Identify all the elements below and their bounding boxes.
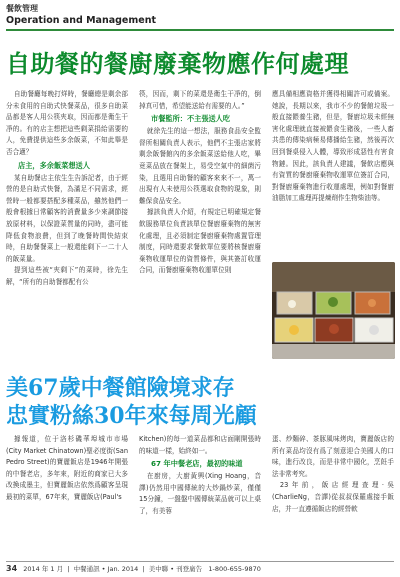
buffet-trays-illustration <box>272 262 395 359</box>
article2-column-2 <box>139 434 261 518</box>
article1-paragraph: 提到這些被“夾剩下”的菜時，徐先生解，“所有的自助餐都配有公 <box>6 266 128 286</box>
article1-paragraph: 就徐先生的這一想法，服務食品安全監督所相關負責人表示，他們不主張店家將剩余飯餐館內的多余飯菜送給他人吃，畢竟菜品放在餐架上，易受空氣中的細菌污染，且選用自助餐的顧客來來不一，萬一出現有人未使用公筷選取食物的現象，則難保食品安全。 <box>139 127 261 205</box>
article1-paragraph: 應具備相應資格并獲得相關許可或備案。她說，長期以來，我市不少的餐館垃圾一般直接餵養生豬，但是，餐廚垃圾未經無害化處理就直接被餵食生豬後，一些人畜共患的傳染病極易傳播給生豬，然後再次回到餐桌侵入人體，導致形成惡性有害食物鏈。因此，該負責人建議，餐飲店應與有資質的餐廚廢棄物收運單位簽訂合同，對餐廚廢棄物進行收運處理，例如對餐廚油脂加工處理再提煉劑作生物柴油等。 <box>272 90 394 203</box>
header-divider <box>6 29 394 31</box>
article1-subheading: 市餐監所：不主張送人吃 <box>151 114 231 124</box>
article2-paragraph: 蛋、炒麵碎、茶豚風味烤肉，寶麗飯店的所有菜品均沒有爲了刻意迎合美國人的口味，進行改良，而是非常中國化，烹飪手法非常考究。 <box>272 435 394 478</box>
article1-paragraph: 筷，因而，剩下的菜還是衛生干凈的，倒掉真可惜，希望能送給有需要的人。” <box>139 90 261 110</box>
article1-column-2 <box>139 89 261 277</box>
footer-issue-date: 2014 年 1 月 <box>23 565 64 573</box>
article1-title: 自助餐的餐廚廢棄物應作何處理 <box>6 49 349 78</box>
section-title-cn: 餐飲管理 <box>6 4 38 13</box>
section-header <box>6 3 156 26</box>
article2-title <box>6 374 396 430</box>
article2-column-1 <box>6 434 128 504</box>
article2-title-line1: 美67歲中餐館險境求存 <box>6 375 235 401</box>
page-footer: 34 2014 年 1 月 | 中餐通訊 • Jan. 2014 | 美中聯 • 刊登廣告 1-800-655-9870 <box>6 564 261 573</box>
article2-paragraph: 在廚房，大廚黃興(Xing Hoang，音譯)仍然用中國傳統的大炒鍋炒菜，僅僅15分鐘，一盤盤中國傳統菜品就可以上桌了，有美蓉 <box>139 472 261 515</box>
article1-subheading: 店主，多余飯菜想送人 <box>18 160 90 170</box>
section-title-en: Operation and Management <box>6 15 157 26</box>
article2-paragraph: 據報道，位于洛杉磯華埠城市市場(City Market Chinatown)聖必度街(San Pedro Street)的寶麗飯店是1946年開張的中餐老店，多年來，附近的商家已大多改換成墨主，但寶麗飯店依然爲顧客呈現最初的菜單，67年來，寶麗飯店(Paul's <box>6 435 128 501</box>
article1-column-1 <box>6 89 128 289</box>
footer-advertising: 美中聯 • 刊登廣告 <box>148 565 203 573</box>
article1-column-3 <box>272 89 394 205</box>
article2-title-line2: 忠實粉絲30年來每周光顧 <box>6 403 257 429</box>
footer-phone: 1-800-655-9870 <box>208 565 261 573</box>
article1-paragraph: 某自助餐店主依生生告訴記者，由于經營的是自助式快餐，為滿足不同需求，經營時一般都要搭配多種菜品，雖然他們一般會根據日常顧客的消費量多少來調節接放原材料，以保證菜質量的同時，盡可能降低食物浪費，但到了晚餐時間快結束時，自助餐餐菜上一般還能剩下一二十人的飯菜量。 <box>6 173 128 263</box>
article2-column-3 <box>272 434 394 515</box>
footer-divider <box>6 561 394 562</box>
article2-subheading: 67 年中餐老店，最初的味道 <box>151 459 243 469</box>
page-number: 34 <box>6 564 18 573</box>
footer-publication: 中餐通訊 • Jan. 2014 <box>73 565 139 573</box>
article1-paragraph: 據該負責人介紹，有規定已明確規定餐飲服務單位負責該單位餐廚廢棄物的無害化處理，且必須制定餐廚廢棄物處置管理制度，同時還要求餐飲單位要將核餐廚廢棄物收運單位的資質條件，與其簽訂收運合同，而餐廚廢棄物收運單位則 <box>139 208 261 275</box>
article2-paragraph: Kitchen)的每一道菜品都和店面剛開張時的味道一樣，始終如一。 <box>139 435 261 455</box>
buffet-food-photo <box>272 262 395 359</box>
article1-paragraph: 自助餐廳每晚打烊時，餐廳總是剩余部分未食用的自助式快餐菜品，很多自助菜品都是客人用公筷夾取，因而都是衛生干凈的。有的店主想把這些剩菜捐給需要的人，免費提供這些多余飯菜，不知此舉是否合適？ <box>6 90 128 156</box>
article2-paragraph: 23年前，飯店經理查理·吳(CharlieNg，音譯)從叔叔保羅處接手飯店，并一直遵循飯店的經營軟 <box>272 481 394 513</box>
